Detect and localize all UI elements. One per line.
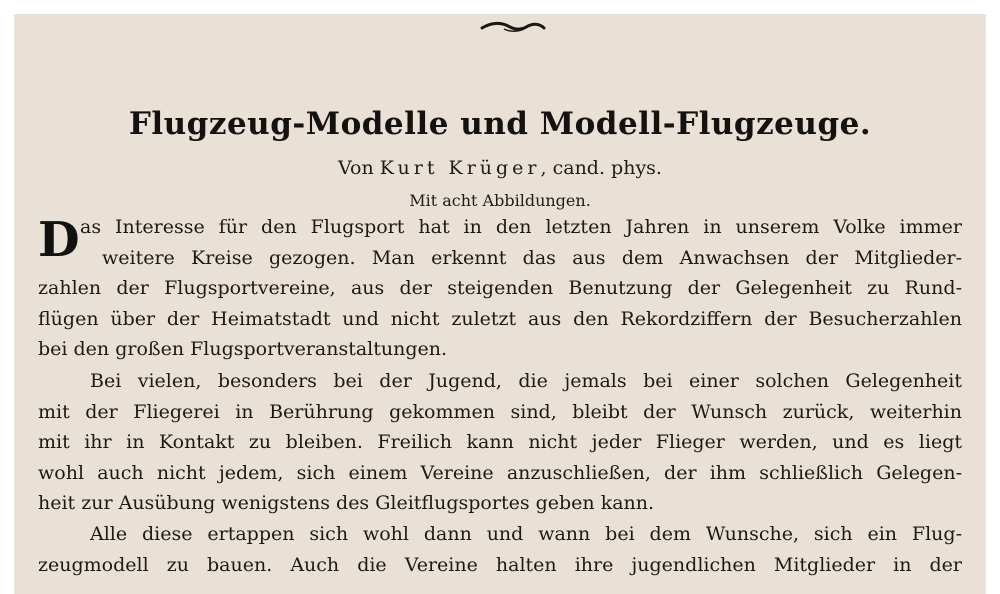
text-line: Alle diese ertappen sich wohl dann und wann bei dem Wunsche, sich ein Flug-	[90, 523, 962, 545]
paragraph-3	[38, 519, 962, 580]
text-line: Bei vielen, besonders bei der Jugend, die jemals bei einer solchen Gelegenheit	[90, 370, 962, 392]
text-line: zeugmodell zu bauen. Auch die Vereine halten ihre jugendlichen Mitglieder in der	[38, 553, 962, 576]
text-line: heit zur Ausübung wenigstens des Gleitflugsportes geben kann.	[38, 492, 655, 514]
text-line: mit der Fliegerei in Berührung gekommen sind, bleibt der Wunsch zurück, weiterhin	[38, 400, 962, 423]
text-line: flügen über der Heimatstadt und nicht zuletzt aus den Rekordziffern der Besucherzahlen	[38, 307, 962, 330]
byline-prefix: Von	[338, 157, 374, 179]
text-line: as Interesse für den Flugsport hat in den letzten Jahren in unserem Volke immer	[80, 216, 962, 238]
text-line: bei den großen Flugsportveranstaltungen.	[38, 338, 448, 360]
text-line: mit ihr in Kontakt zu bleiben. Freilich kann nicht jeder Flieger werden, und es liegt	[38, 431, 962, 453]
paragraph-1	[38, 212, 962, 365]
ornament-flourish-icon	[480, 20, 546, 34]
article-subtitle: Mit acht Abbildungen.	[409, 191, 591, 210]
drop-cap: D	[38, 212, 80, 268]
article-byline	[14, 157, 986, 179]
paragraph-2	[38, 366, 962, 519]
text-line: zahlen der Flugsportvereine, aus der steigenden Benutzung der Gelegenheit zu Rund-	[38, 277, 962, 299]
text-line: wohl auch nicht jedem, sich einem Vereine anzuschließen, der ihm schließlich Gelegen-	[38, 461, 962, 484]
article-title: Flugzeug-Modelle und Modell-Flugzeuge.	[128, 106, 872, 142]
author-name: Kurt Krüger	[379, 157, 541, 179]
byline-suffix: , cand. phys.	[540, 157, 662, 179]
text-line-cropped	[38, 550, 962, 581]
text-line: weitere Kreise gezogen. Man erkennt das aus dem Anwachsen der Mitglieder-	[102, 246, 962, 269]
document-page	[14, 14, 986, 594]
